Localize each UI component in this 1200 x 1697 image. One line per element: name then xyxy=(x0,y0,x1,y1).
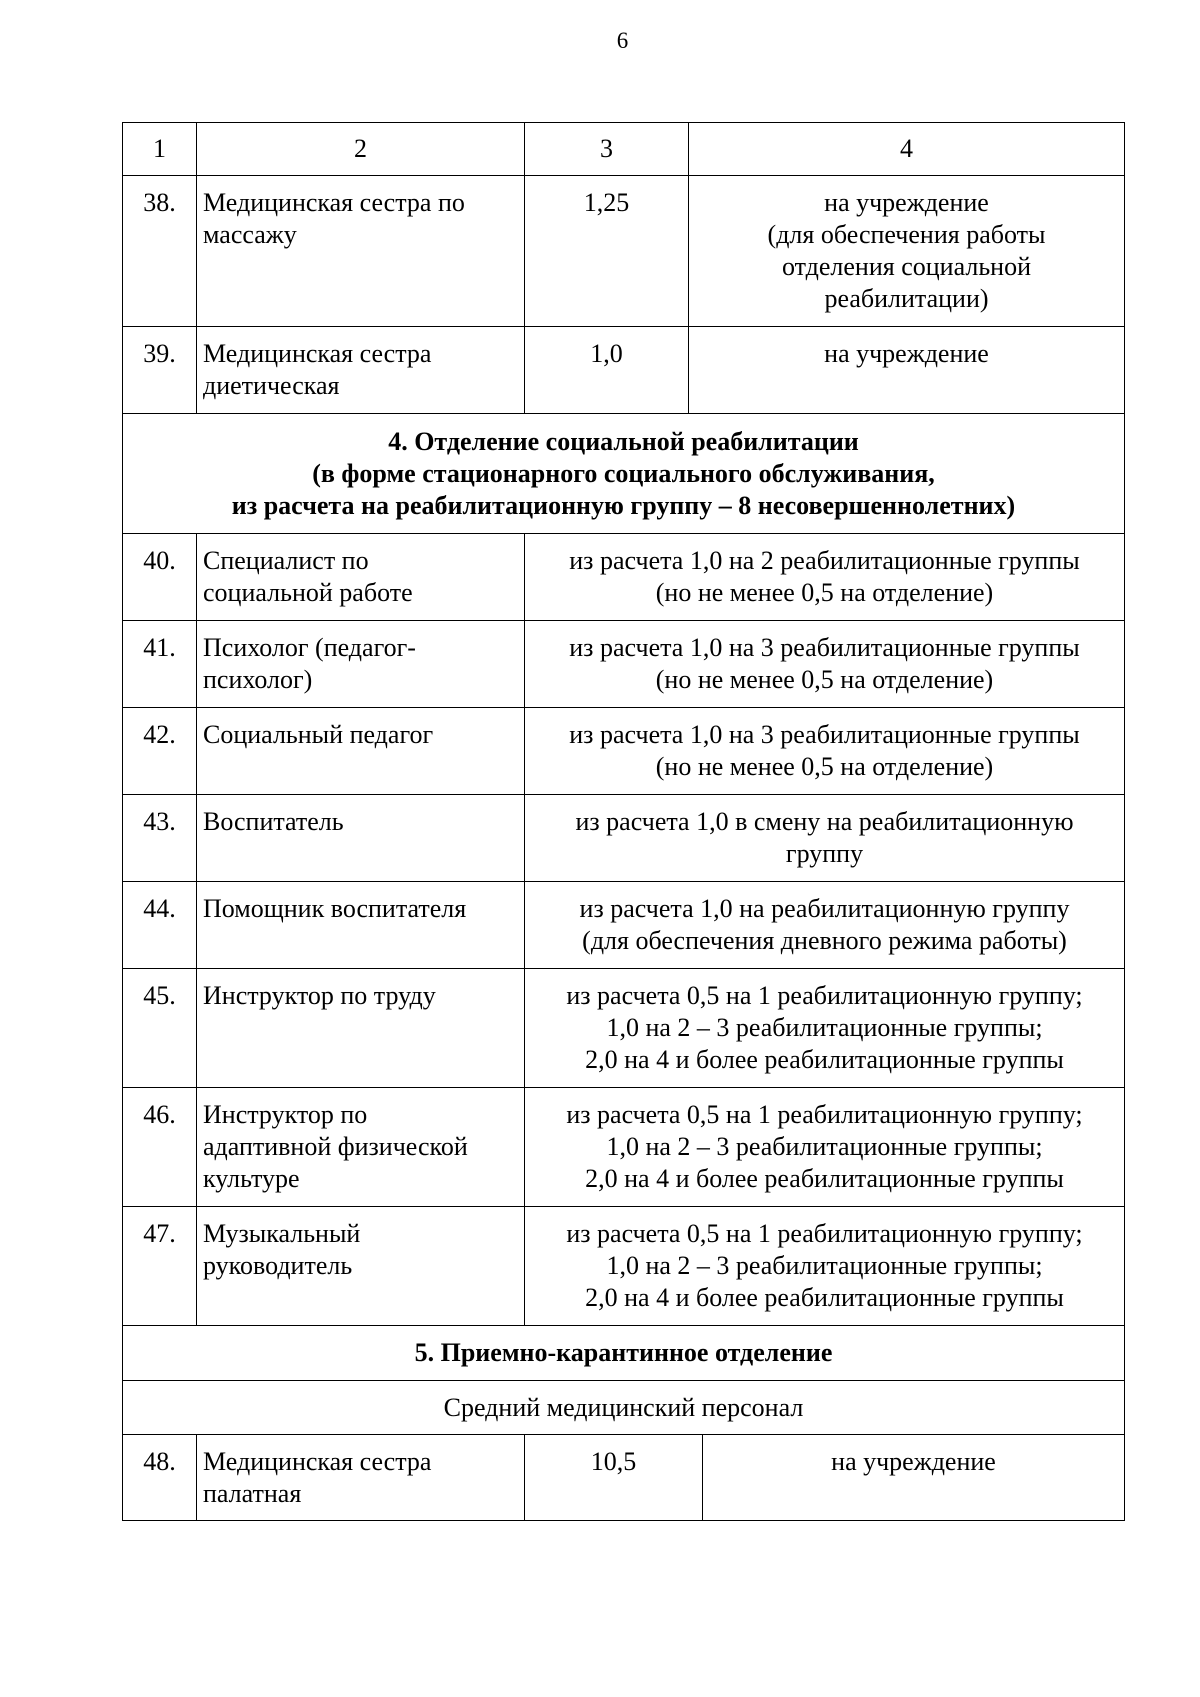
page-number: 6 xyxy=(616,28,629,53)
position-rate: 1,25 xyxy=(525,176,689,327)
table-row xyxy=(123,534,1125,621)
staffing-table xyxy=(122,122,1125,1521)
row-number: 46. xyxy=(123,1088,197,1207)
row-number: 47. xyxy=(123,1207,197,1326)
table-row xyxy=(123,1207,1125,1326)
table-row xyxy=(123,795,1125,882)
section-4-title: 4. Отделение социальной реабилитации (в форме стационарного социального обслуживания, из расчета на реабилитационную группу – 8 несовершеннолетних) xyxy=(123,414,1125,534)
table-row xyxy=(123,327,1125,414)
header-col-3: 3 xyxy=(525,123,689,176)
position-norm: из расчета 0,5 на 1 реабилитационную группу; 1,0 на 2 – 3 реабилитационные группы; 2,0 на 4 и более реабилитационные группы xyxy=(525,1088,1125,1207)
row-number: 42. xyxy=(123,708,197,795)
section-5-subtitle: Средний медицинский персонал xyxy=(123,1381,1125,1435)
row-number: 43. xyxy=(123,795,197,882)
table-row xyxy=(123,1088,1125,1207)
table-row xyxy=(123,708,1125,795)
section-heading-row xyxy=(123,1326,1125,1381)
row-number: 40. xyxy=(123,534,197,621)
position-norm: из расчета 1,0 на 3 реабилитационные группы (но не менее 0,5 на отделение) xyxy=(525,621,1125,708)
position-norm: из расчета 1,0 на 2 реабилитационные группы (но не менее 0,5 на отделение) xyxy=(525,534,1125,621)
table-row xyxy=(123,969,1125,1088)
position-name: Социальный педагог xyxy=(197,708,525,795)
table-row xyxy=(123,882,1125,969)
section-heading-row xyxy=(123,414,1125,534)
position-norm: из расчета 1,0 на реабилитационную группу (для обеспечения дневного режима работы) xyxy=(525,882,1125,969)
position-norm: из расчета 1,0 в смену на реабилитационную группу xyxy=(525,795,1125,882)
position-name: Музыкальный руководитель xyxy=(197,1207,525,1326)
position-name: Специалист по социальной работе xyxy=(197,534,525,621)
row-number: 45. xyxy=(123,969,197,1088)
row-number: 41. xyxy=(123,621,197,708)
position-norm: из расчета 1,0 на 3 реабилитационные группы (но не менее 0,5 на отделение) xyxy=(525,708,1125,795)
row-number: 44. xyxy=(123,882,197,969)
header-col-2: 2 xyxy=(197,123,525,176)
row-number: 38. xyxy=(123,176,197,327)
table-row xyxy=(123,176,1125,327)
table-header-row xyxy=(123,123,1125,176)
position-name: Помощник воспитателя xyxy=(197,882,525,969)
position-name: Медицинская сестра палатная xyxy=(197,1435,525,1521)
position-rate: 1,0 xyxy=(525,327,689,414)
position-note: на учреждение xyxy=(703,1435,1125,1521)
section-5-title: 5. Приемно-карантинное отделение xyxy=(123,1326,1125,1381)
table-row xyxy=(123,1435,1125,1521)
table-row xyxy=(123,621,1125,708)
position-rate: 10,5 xyxy=(525,1435,703,1521)
position-name: Инструктор по адаптивной физической культуре xyxy=(197,1088,525,1207)
position-name: Психолог (педагог- психолог) xyxy=(197,621,525,708)
position-name: Медицинская сестра по массажу xyxy=(197,176,525,327)
header-col-1: 1 xyxy=(123,123,197,176)
header-col-4: 4 xyxy=(689,123,1125,176)
position-name: Медицинская сестра диетическая xyxy=(197,327,525,414)
row-number: 39. xyxy=(123,327,197,414)
position-name: Инструктор по труду xyxy=(197,969,525,1088)
subsection-heading-row xyxy=(123,1381,1125,1435)
position-norm: из расчета 0,5 на 1 реабилитационную группу; 1,0 на 2 – 3 реабилитационные группы; 2,0 на 4 и более реабилитационные группы xyxy=(525,1207,1125,1326)
position-name: Воспитатель xyxy=(197,795,525,882)
position-norm: из расчета 0,5 на 1 реабилитационную группу; 1,0 на 2 – 3 реабилитационные группы; 2,0 на 4 и более реабилитационные группы xyxy=(525,969,1125,1088)
position-note: на учреждение (для обеспечения работы отделения социальной реабилитации) xyxy=(689,176,1125,327)
row-number: 48. xyxy=(123,1435,197,1521)
position-note: на учреждение xyxy=(689,327,1125,414)
